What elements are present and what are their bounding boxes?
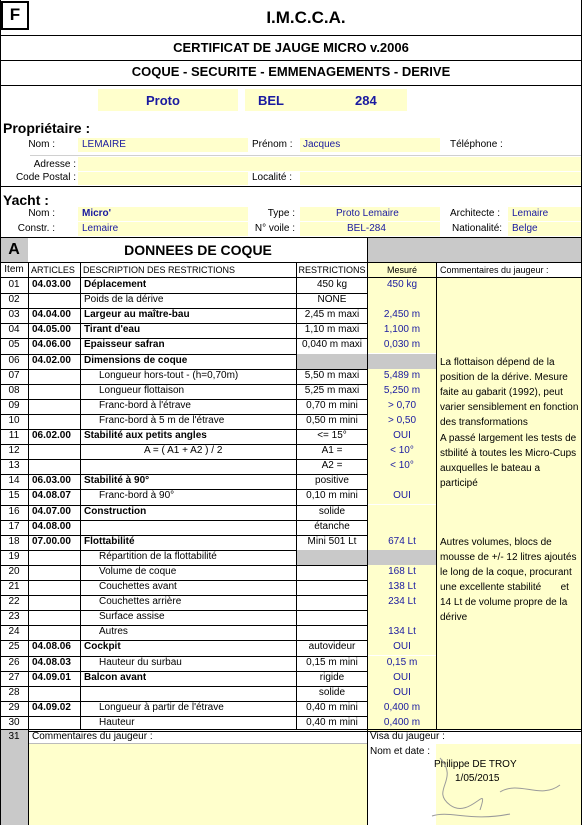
row-restriction: solide <box>318 505 346 517</box>
row-description: Largeur au maître-bau <box>84 309 190 321</box>
row-description: Tirant d'eau <box>84 324 141 336</box>
row-item: 27 <box>8 671 20 683</box>
row-restriction: 0,10 m mini <box>306 490 358 502</box>
row-description: Stabilité à 90° <box>84 475 150 487</box>
yacht-voile: BEL-284 <box>347 223 386 234</box>
owner-localite-label: Localité : <box>252 172 293 183</box>
yacht-type-label: Type : <box>267 208 295 219</box>
owner-section-label: Propriétaire : <box>3 120 91 136</box>
row-article: 04.07.00 <box>32 505 71 517</box>
row-description: Poids de la dérive <box>84 294 164 306</box>
row-measured: OUI <box>393 641 411 653</box>
row-article: 04.03.00 <box>32 279 71 290</box>
row-description: A = ( A1 + A2 ) / 2 <box>144 445 223 457</box>
row-description: Franc-bord à 90° <box>99 490 175 502</box>
row-description: Flottabilité <box>84 535 135 547</box>
row-restriction: rigide <box>319 671 345 683</box>
row-restriction: 0,70 m mini <box>306 399 358 411</box>
owner-prenom: Jacques <box>303 139 341 150</box>
row-description: Hauteur du surbau <box>99 656 182 668</box>
row-item: 01 <box>8 279 20 290</box>
row-restriction: 450 kg <box>316 279 348 290</box>
restriction-cell-bg <box>297 354 367 369</box>
row-restriction: autovideur <box>308 641 356 653</box>
row-description: Balcon avant <box>84 671 147 683</box>
row-article: 04.09.02 <box>32 701 71 713</box>
row-restriction: 5,50 m maxi <box>304 369 360 381</box>
col-restrictions: RESTRICTIONS <box>298 265 366 275</box>
row-restriction: A2 = <box>321 460 343 472</box>
certificate-title: CERTIFICAT DE JAUGE MICRO v.2006 <box>173 40 409 55</box>
row-measured: 138 Lt <box>388 581 416 592</box>
measured-cell-bg <box>368 505 436 520</box>
row-description: Franc-bord à 5 m de l'étrave <box>99 414 225 426</box>
yacht-architecte: Lemaire <box>512 208 549 219</box>
row-article: 04.08.06 <box>32 641 71 653</box>
row-item: 13 <box>8 460 20 472</box>
yacht-nationalite: Belge <box>512 223 538 234</box>
row-article: 06.03.00 <box>32 475 71 487</box>
row-restriction: 0,040 m maxi <box>301 339 363 351</box>
measured-cell-bg <box>368 610 436 625</box>
footer-comment-label: Commentaires du jaugeur : <box>32 731 153 742</box>
comment-volumes: Autres volumes, blocs de mousse de +/- 12 litres ajoutés le long de la coque, procurant une excellente stabilité et 14 Lt de volume propre de la dérive <box>440 537 580 623</box>
row-item: 07 <box>8 369 20 381</box>
row-measured: OUI <box>393 671 411 683</box>
row-restriction: <= 15° <box>317 430 347 441</box>
restriction-cell-bg <box>297 550 367 565</box>
row-restriction: 5,25 m maxi <box>304 384 360 396</box>
yacht-type: Proto Lemaire <box>336 208 399 219</box>
row-description: Longueur flottaison <box>99 384 185 396</box>
row-item: 22 <box>8 596 20 608</box>
row-item: 18 <box>8 535 20 547</box>
row-description: Longueur à partir de l'étrave <box>99 701 224 713</box>
comment-stabilite: A passé largement les tests de stbilité à toutes les Micro-Cups auxquelles le bateau a participé <box>440 433 577 489</box>
row-restriction: étanche <box>314 520 350 532</box>
row-item: 08 <box>8 384 20 396</box>
org-title: I.M.C.C.A. <box>266 8 346 27</box>
row-measured: OUI <box>393 490 411 502</box>
row-measured: 168 Lt <box>388 565 416 577</box>
comment-flottaison: La flottaison dépend de la position de la dérive. Mesure faite au gabarit (1992), peut varier sensiblement en fonction des transformations <box>440 357 579 428</box>
row-article: 04.06.00 <box>32 339 71 351</box>
row-restriction: positive <box>315 475 349 487</box>
form-letter: F <box>9 6 21 24</box>
row-measured: 234 Lt <box>388 596 416 608</box>
row-measured: OUI <box>393 686 411 698</box>
row-item: 15 <box>8 490 20 502</box>
row-item: 06 <box>8 354 20 366</box>
row-item: 05 <box>8 339 20 351</box>
row-measured: 674 Lt <box>388 535 416 547</box>
row-description: Cockpit <box>84 641 121 653</box>
row-restriction: 0,40 m mini <box>306 701 358 713</box>
row-measured: 0,400 m <box>383 716 421 728</box>
owner-nom-label: Nom : <box>28 139 55 150</box>
signature-scribble <box>420 750 580 825</box>
section-a-title: DONNEES DE COQUE <box>124 242 272 258</box>
row-measured: 2,450 m <box>383 309 421 321</box>
col-item: Item <box>4 264 24 275</box>
yacht-architecte-label: Architecte : <box>450 208 501 219</box>
row-item: 30 <box>8 716 20 728</box>
row-description: Autres <box>99 626 128 638</box>
col-articles: ARTICLES <box>31 265 75 275</box>
row-article: 07.00.00 <box>32 535 71 547</box>
row-description: Volume de coque <box>99 565 177 577</box>
row-measured: 0,15 m <box>386 656 418 668</box>
row-item: 23 <box>8 611 20 623</box>
row-item: 09 <box>8 399 20 411</box>
row-item: 26 <box>8 656 20 668</box>
row-item: 12 <box>8 445 20 457</box>
row-item: 17 <box>8 520 20 532</box>
measured-cell-bg <box>368 550 436 565</box>
owner-adresse-label: Adresse : <box>33 159 76 170</box>
boat-model: Proto <box>146 93 180 108</box>
row-description: Longueur hors-tout - (h=0,70m) <box>99 369 239 381</box>
row-restriction: 0,40 m mini <box>306 716 358 728</box>
measured-cell-bg <box>368 354 436 369</box>
row-article: 04.04.00 <box>32 309 71 321</box>
row-item: 21 <box>8 581 20 592</box>
row-item: 20 <box>8 565 20 577</box>
row-article: 04.08.07 <box>32 490 71 502</box>
row-restriction: Mini 501 Lt <box>307 535 357 547</box>
owner-telephone-label: Téléphone : <box>450 139 503 150</box>
row-description: Franc-bord à l'étrave <box>99 399 191 411</box>
yacht-nom-label: Nom : <box>28 208 55 219</box>
restriction-cell-bg <box>297 580 367 595</box>
row-item: 28 <box>8 686 20 698</box>
row-measured: > 0,70 <box>387 399 417 411</box>
restriction-cell-bg <box>297 625 367 640</box>
owner-nom: LEMAIRE <box>82 139 126 150</box>
section-a-letter: A <box>8 241 20 258</box>
footer-signer: Philippe DE TROY <box>434 759 517 770</box>
row-measured: 5,250 m <box>383 384 421 396</box>
row-item: 29 <box>8 701 20 713</box>
row-measured: 5,489 m <box>383 369 421 381</box>
restriction-cell-bg <box>297 565 367 580</box>
row-measured: 450 kg <box>386 279 418 290</box>
row-description: Epaisseur safran <box>84 339 165 351</box>
row-measured: 1,100 m <box>383 324 421 336</box>
row-article: 04.08.03 <box>32 656 71 668</box>
row-item: 04 <box>8 324 20 336</box>
certificate-subtitle: COQUE - SECURITE - EMMENAGEMENTS - DERIVE <box>131 64 451 79</box>
row-measured: < 10° <box>390 460 414 472</box>
row-measured: 0,030 m <box>383 339 421 351</box>
row-measured: < 10° <box>390 445 414 457</box>
restriction-cell-bg <box>297 595 367 610</box>
row-article: 04.02.00 <box>32 354 71 366</box>
footer-nom-date-label: Nom et date : <box>370 746 431 757</box>
row-item: 24 <box>8 626 20 638</box>
row-restriction: A1 = <box>321 445 343 457</box>
row-article: 04.09.01 <box>32 671 71 683</box>
row-description: Stabilité aux petits angles <box>84 430 207 441</box>
row-item: 25 <box>8 641 20 653</box>
measured-cell-bg <box>368 474 436 489</box>
footer-item: 31 <box>8 731 20 742</box>
footer-date: 1/05/2015 <box>455 773 500 784</box>
row-item: 16 <box>8 505 20 517</box>
yacht-constr-label: Constr. : <box>17 223 55 234</box>
yacht-section-label: Yacht : <box>3 192 49 208</box>
col-description: DESCRIPTION DES RESTRICTIONS <box>83 265 236 275</box>
row-description: Déplacement <box>84 279 147 290</box>
row-restriction: 0,15 m mini <box>306 656 358 668</box>
owner-prenom-label: Prénom : <box>252 139 293 150</box>
row-article: 06.02.00 <box>32 430 71 441</box>
row-measured: OUI <box>393 430 411 441</box>
restriction-cell-bg <box>297 610 367 625</box>
row-measured: 0,400 m <box>383 701 421 713</box>
row-description: Dimensions de coque <box>84 354 188 366</box>
yacht-voile-label: N° voile : <box>254 223 295 234</box>
row-restriction: NONE <box>317 294 347 306</box>
measured-cell-bg <box>368 293 436 308</box>
footer-visa-label: Visa du jaugeur : <box>370 731 445 742</box>
row-description: Hauteur <box>99 716 135 728</box>
row-restriction: 2,45 m maxi <box>304 309 360 321</box>
measured-cell-bg <box>368 520 436 535</box>
row-description: Répartition de la flottabilité <box>99 550 217 562</box>
row-description: Surface assise <box>99 611 165 623</box>
yacht-nom: Micro' <box>82 208 112 219</box>
row-description: Couchettes arrière <box>99 596 182 608</box>
boat-country: BEL <box>258 93 284 108</box>
row-item: 10 <box>8 414 20 426</box>
col-commentaires: Commentaires du jaugeur : <box>440 265 549 275</box>
col-mesure: Mesuré <box>386 265 417 275</box>
row-item: 11 <box>8 430 20 441</box>
row-restriction: 0,50 m mini <box>306 414 358 426</box>
row-description: Construction <box>84 505 147 517</box>
yacht-constr: Lemaire <box>82 223 119 234</box>
row-article: 04.08.00 <box>32 520 71 532</box>
row-item: 14 <box>8 475 20 487</box>
row-description: Couchettes avant <box>99 581 177 592</box>
owner-code-postal-label: Code Postal : <box>15 172 76 183</box>
row-article: 04.05.00 <box>32 324 71 336</box>
row-restriction: 1,10 m maxi <box>304 324 360 336</box>
row-measured: > 0,50 <box>387 414 417 426</box>
row-restriction: solide <box>318 686 346 698</box>
yacht-nationalite-label: Nationalité: <box>452 223 503 234</box>
row-measured: 134 Lt <box>388 626 416 638</box>
row-item: 02 <box>8 294 20 306</box>
row-item: 03 <box>8 309 20 321</box>
boat-number: 284 <box>355 93 377 108</box>
row-item: 19 <box>8 550 20 562</box>
